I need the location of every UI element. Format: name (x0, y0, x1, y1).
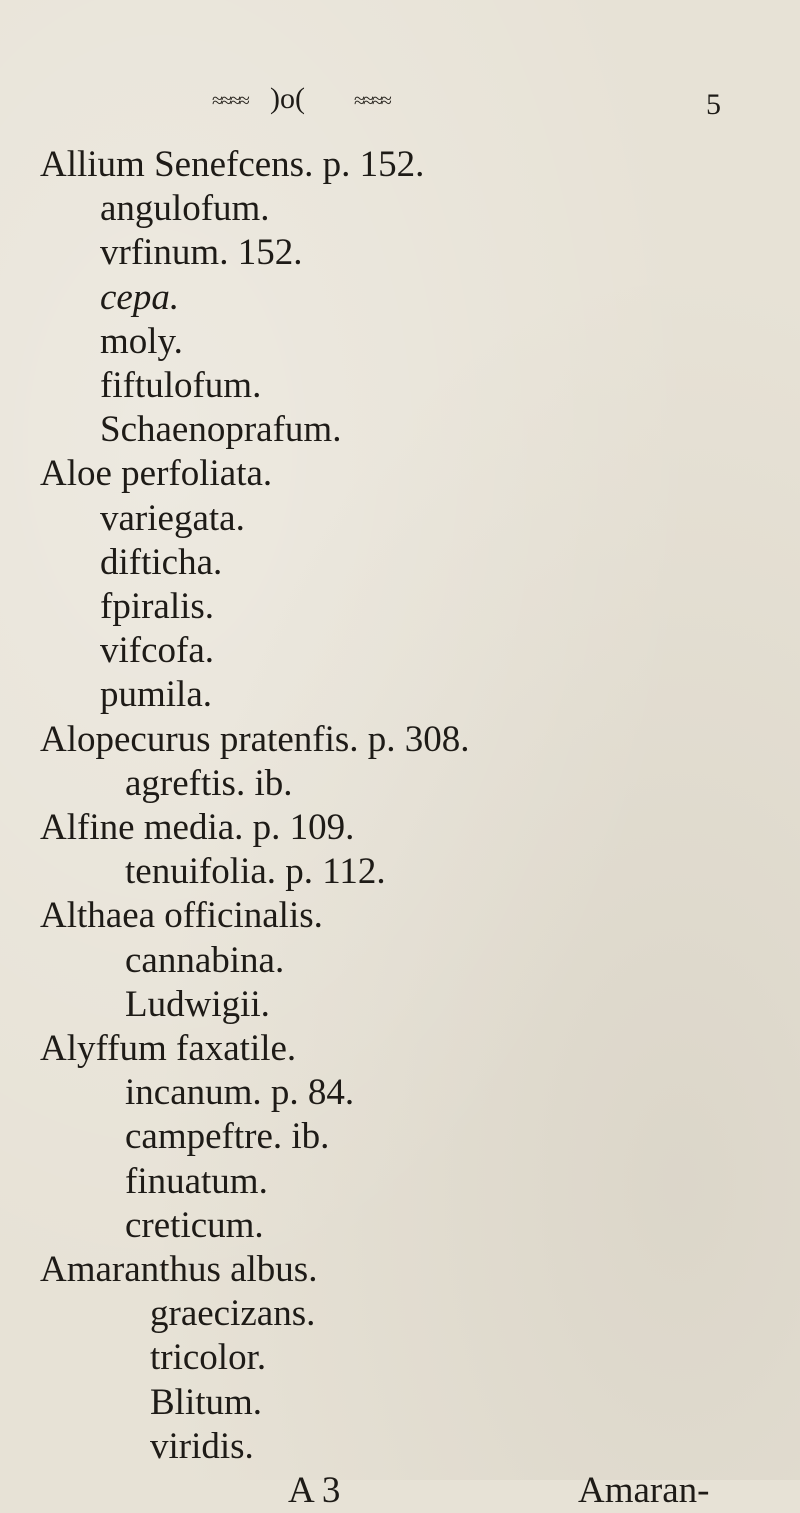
index-entry: vrfinum. 152. (100, 232, 303, 273)
index-entry: Allium Senefcens. p. 152. (40, 144, 425, 185)
index-entry: agreftis. ib. (125, 763, 293, 804)
index-entry: Alopecurus pratenfis. p. 308. (40, 719, 470, 760)
index-entry: pumila. (100, 674, 213, 715)
catchword: Amaran- (578, 1470, 710, 1511)
index-entry: finuatum. (125, 1161, 268, 1202)
index-entry: difticha. (100, 542, 223, 583)
index-entry: Alyffum faxatile. (40, 1028, 297, 1069)
page-number: 5 (706, 88, 721, 121)
index-entry: Aloe perfoliata. (40, 453, 273, 494)
signature-mark: A 3 (288, 1470, 341, 1511)
index-entry: Schaenoprafum. (100, 409, 342, 450)
index-entry: angulofum. (100, 188, 270, 229)
index-entry: Amaranthus albus. (40, 1249, 318, 1290)
index-entry: cannabina. (125, 940, 285, 981)
header-mark: )o( (270, 82, 305, 115)
ornament-left-icon: ≈≈≈≈ (212, 90, 248, 112)
index-entry: tenuifolia. p. 112. (125, 851, 386, 892)
ornament-right-icon: ≈≈≈≈ (354, 90, 390, 112)
index-entry: creticum. (125, 1205, 264, 1246)
index-entry: moly. (100, 321, 183, 362)
index-entry: cepa. (100, 277, 180, 318)
index-entry: viridis. (150, 1426, 254, 1467)
index-entry: Ludwigii. (125, 984, 270, 1025)
index-entry: fiftulofum. (100, 365, 262, 406)
index-entry: variegata. (100, 498, 245, 539)
index-entry: graecizans. (150, 1293, 316, 1334)
index-entry: Althaea officinalis. (40, 895, 323, 936)
index-entry: campeftre. ib. (125, 1116, 330, 1157)
index-entry: Alfine media. p. 109. (40, 807, 355, 848)
index-entry: incanum. p. 84. (125, 1072, 355, 1113)
index-entry: Blitum. (150, 1382, 263, 1423)
index-entry: tricolor. (150, 1337, 267, 1378)
index-entry: vifcofa. (100, 630, 215, 671)
index-entry: fpiralis. (100, 586, 215, 627)
